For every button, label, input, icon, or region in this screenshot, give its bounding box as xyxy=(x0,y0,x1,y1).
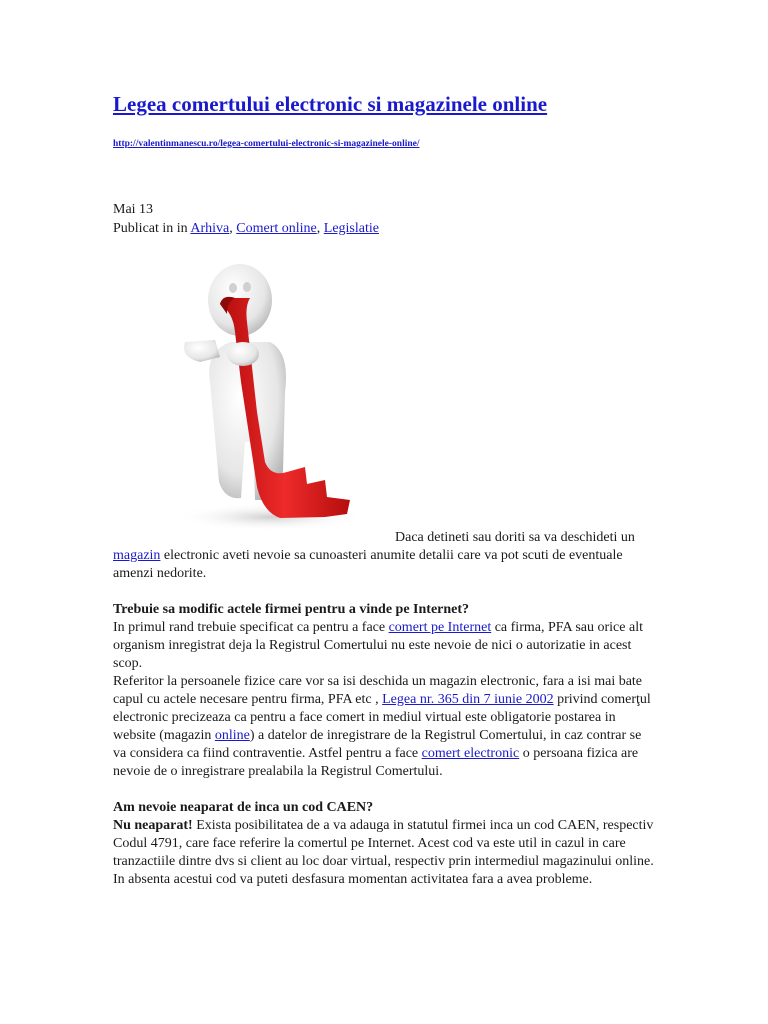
section-heading-caen: Am nevoie neaparat de inca un cod CAEN? xyxy=(113,800,374,815)
comert-pe-internet-link[interactable]: comert pe Internet xyxy=(388,620,492,635)
published-prefix: Publicat in in xyxy=(113,221,191,236)
figure-with-red-scroll-icon xyxy=(175,262,375,537)
section-heading-modify-acts: Trebuie sa modific actele firmei pentru a vinde pe Internet? xyxy=(113,602,470,617)
intro-paragraph-start xyxy=(113,529,658,547)
section1-text: privind comerţul electronic precizeaza ca pentru a face comert in mediul virtual este obligatorie postarea in website (magazin xyxy=(113,692,651,743)
category-separator: , xyxy=(316,221,324,236)
category-link-legislatie[interactable]: Legislatie xyxy=(323,221,379,236)
section1-text: ca firma, PFA sau orice alt organism inregistrat deja la Registrul Comertului nu este nevoie de nici o autorizatie in acest scop. xyxy=(113,620,643,671)
article-body xyxy=(113,529,658,889)
magazin-link[interactable]: magazin xyxy=(113,548,161,563)
intro-paragraph-cont xyxy=(113,547,658,583)
section1-text: ) a datelor de inregistrare de la Registrul Comertului, in caz contrar se va considera ca fiind contraventie. Astfel pentru a face xyxy=(113,728,642,761)
section1-text: o persoana fizica are nevoie de o inregistrare prealabila la Registrul Comertului. xyxy=(113,746,639,779)
intro-text-cont: electronic aveti nevoie sa cunoasteri anumite detalii care va pot scuti de eventuale amenzi nedorite. xyxy=(113,548,623,581)
section1-text: Referitor la persoanele fizice care vor sa isi deschida un magazin electronic, fara a isi mai bate capul cu actele necesare pentru firma, PFA etc , xyxy=(113,674,643,707)
legea-365-link[interactable]: Legea nr. 365 din 7 iunie 2002 xyxy=(382,692,554,707)
post-categories xyxy=(113,219,673,238)
section2-paragraph-1 xyxy=(113,817,658,871)
post-date: Mai 13 xyxy=(113,202,154,217)
section2-paragraph-2: In absenta acestui cod va puteti desfasura momentan activitatea fara a avea probleme. xyxy=(113,872,593,887)
section2-text: Exista posibilitatea de a va adauga in statutul firmei inca un cod CAEN, respectiv Codul 4791, care face referire la comertul pe Internet. Acest cod va este util in cazul in care tranzactiile dintre dvs si client au loc doar virtual, respectiv prin intermediul magazinului online. xyxy=(113,818,654,869)
article-title-link[interactable]: Legea comertului electronic si magazinele online xyxy=(113,92,548,116)
article-url-link[interactable]: http://valentinmanescu.ro/legea-comertului-electronic-si-magazinele-online/ xyxy=(113,139,420,149)
post-meta xyxy=(113,200,673,238)
category-separator: , xyxy=(229,221,237,236)
comert-electronic-link[interactable]: comert electronic xyxy=(421,746,520,761)
bold-lead: Nu neaparat! xyxy=(113,818,193,833)
section1-paragraph-2 xyxy=(113,673,658,781)
category-link-arhiva[interactable]: Arhiva xyxy=(190,221,230,236)
online-link[interactable]: online xyxy=(214,728,250,743)
intro-text: Daca detineti sau doriti sa va deschideti un xyxy=(395,530,635,545)
section1-text: In primul rand trebuie specificat ca pentru a face xyxy=(113,620,389,635)
section1-paragraph-1 xyxy=(113,619,658,673)
category-link-comert-online[interactable]: Comert online xyxy=(236,221,317,236)
